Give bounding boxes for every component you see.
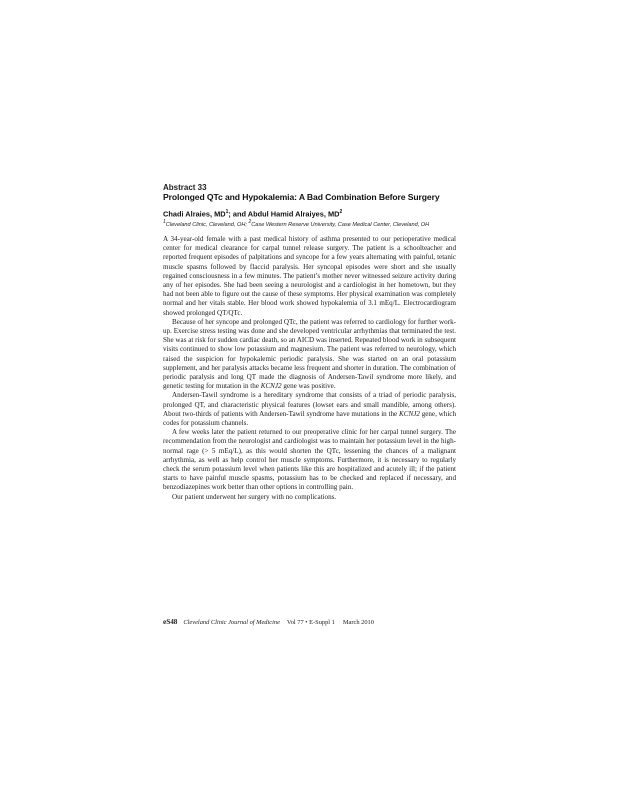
paragraph-4: A few weeks later the patient returned to our preoperative clinic for her carpal tunnel surgery. The recommendation from the neurologist and cardiologist was to maintain her potassium level in the high-normal rage (> 5 mEq/L), as this would shorten the QTc, lessening the chances of a malignant arrhythmia, as well as help control her muscle symptoms. Furthermore, it is necessary to regularly check the serum potassium level when patients like this are hospitalized and acutely ill; if the patient starts to have painful muscle spasms, potassium has to be checked and replaced if necessary, and benzodiazepines work better than other options in controlling pain. bbox=[163, 428, 456, 492]
paragraph-3-text-a: Andersen-Tawil syndrome is a hereditary syndrome that consists of a triad of periodic paralysis, prolonged QT, and characteristic physical features (lowset ears and small mandible, among others). About two-thirds of patients with Andersen-Tawil syndrome have mutations in the bbox=[163, 391, 456, 418]
affiliations bbox=[163, 219, 429, 228]
paragraph-1: A 34-year-old female with a past medical history of asthma presented to our perioperative medical center for medical clearance for carpal tunnel release surgery. The patient is a schoolteacher and reported frequent episodes of palpitations and syncope for a few years alternating with painful, tetanic muscle spasms followed by flaccid paralysis. Her syncopal episodes were short and she usually regained consciousness in a few minutes. The patient’s mother never witnessed seizure activity during any of her episodes. She had been seeing a neurologist and a cardiologist in her hometown, but they had not been able to figure out the cause of these symptoms. Her physical examination was completely normal and her vitals stable. Her blood work showed hypokalemia of 3.1 mEq/L. Electrocardiogram showed prolonged QT/QTc. bbox=[163, 235, 456, 317]
paragraph-2 bbox=[163, 318, 456, 392]
volume-info: Vol 77 • E-Suppl 1 bbox=[286, 619, 335, 626]
abstract-body bbox=[163, 235, 456, 502]
author-2-sup: 2 bbox=[339, 209, 343, 215]
paragraph-2-text-b: gene was positive. bbox=[281, 382, 336, 391]
gene-name: KCNJ2 bbox=[399, 409, 420, 418]
abstract-number: Abstract 33 bbox=[163, 183, 207, 192]
affiliation-2-sup: 2 bbox=[248, 219, 252, 225]
author-1-sup: 1 bbox=[225, 209, 229, 215]
affiliation-1-sup: 1 bbox=[163, 219, 166, 225]
author-2: Abdul Hamid Alraiyes, MD bbox=[247, 209, 340, 219]
affiliation-1: Cleveland Clinic, Cleveland, OH; bbox=[165, 221, 249, 228]
gene-name: KCNJ2 bbox=[260, 382, 282, 391]
author-separator: ; and bbox=[228, 209, 248, 219]
author-1: Chadi Alraies, MD bbox=[163, 209, 226, 219]
page-footer bbox=[163, 618, 456, 626]
page-number: eS48 bbox=[163, 618, 178, 626]
paragraph-5: Our patient underwent her surgery with no complications. bbox=[172, 492, 337, 501]
paragraph-3-text-b: gene, which codes for potassium channels. bbox=[163, 409, 456, 428]
issue-date: March 2010 bbox=[342, 619, 374, 626]
abstract-title: Prolonged QTc and Hypokalemia: A Bad Combination Before Surgery bbox=[163, 192, 440, 202]
affiliation-2: Case Western Reserve University, Case Medical Center, Cleveland, OH bbox=[251, 221, 430, 228]
paragraph-2-text-a: Because of her syncope and prolonged QTc, the patient was referred to cardiology for further work-up. Exercise stress testing was done and she developed ventricular arrhythmias that terminated the test. She was at risk for sudden cardiac death, so an AICD was inserted. Repeated blood work in subsequent visits continued to show low potassium and magnesium. The patient was referred to neurology, which raised the suspicion for hypokalemic periodic paralysis. She was started on an oral potassium supplement, and her paralysis attacks became less frequent and shorter in duration. The combination of periodic paralysis and long QT made the diagnosis of Andersen-Tawil syndrome more likely, and genetic testing for mutation in the bbox=[163, 317, 456, 391]
paragraph-3 bbox=[163, 391, 456, 428]
author-line bbox=[163, 209, 342, 218]
journal-name: Cleveland Clinic Journal of Medicine bbox=[183, 619, 280, 626]
